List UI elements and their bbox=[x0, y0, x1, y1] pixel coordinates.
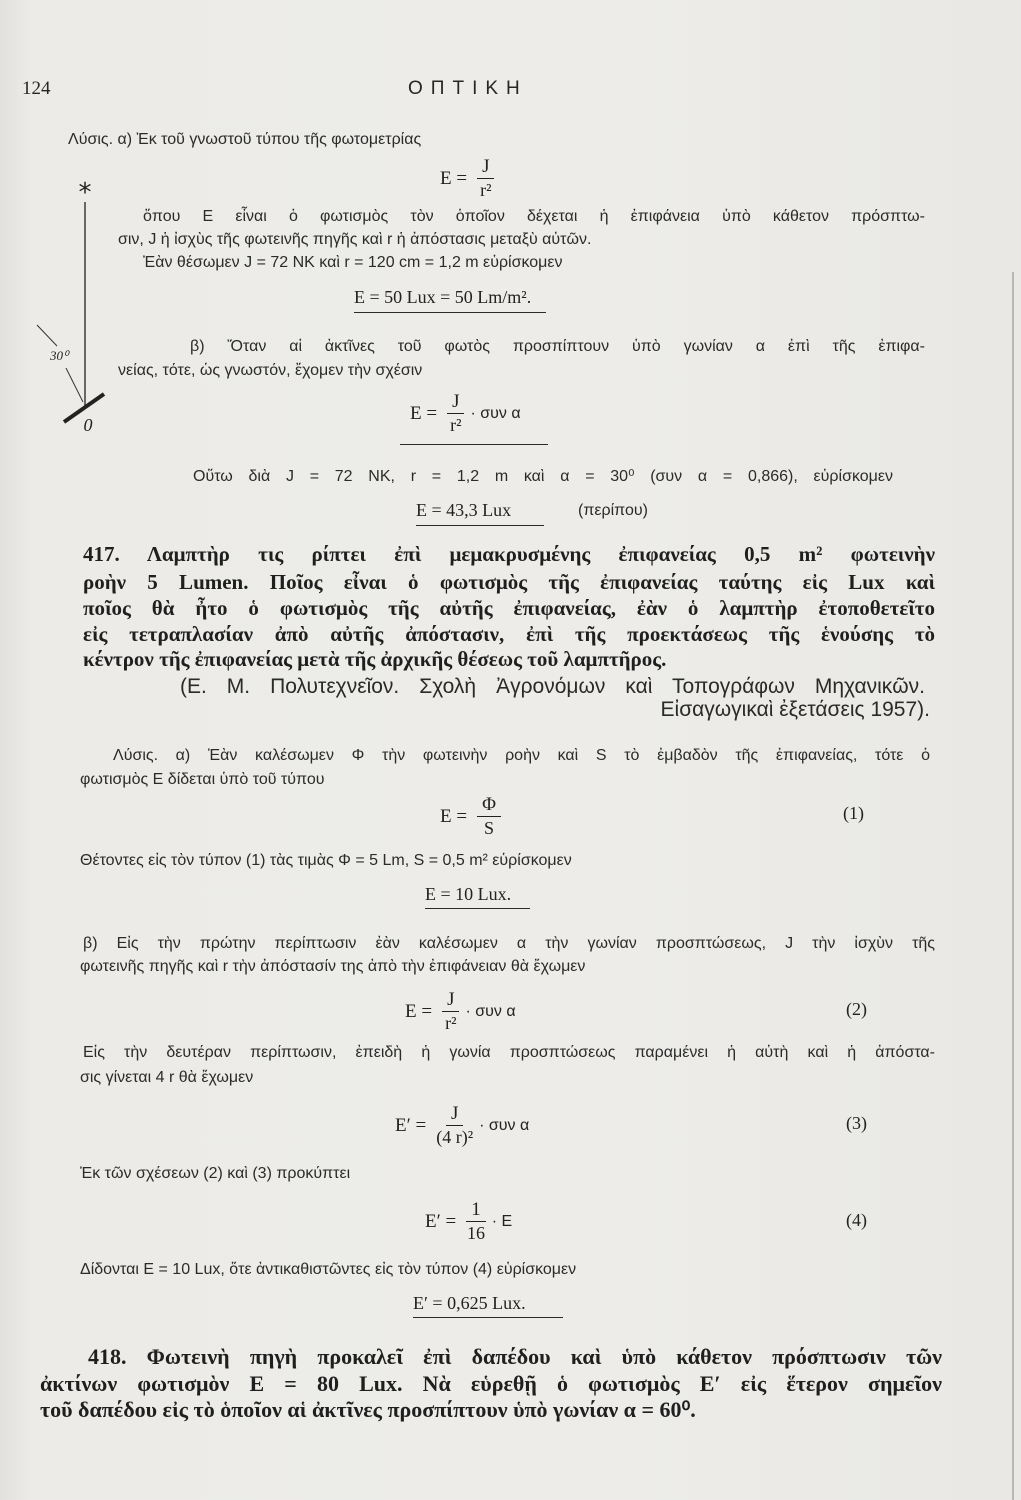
fraction bbox=[447, 392, 464, 435]
result-b: E = 43,3 Lux bbox=[416, 500, 512, 520]
fraction bbox=[466, 1200, 486, 1243]
result-underline bbox=[413, 1317, 563, 1318]
equation-tag: (2) bbox=[846, 999, 867, 1019]
incident-ray-lower bbox=[66, 368, 83, 402]
formula-lhs: E = bbox=[440, 167, 468, 189]
problem-417-line-1: 417. Λαμπτὴρ τις ρίπτει ἐπὶ μεμακρυσμένης ἐπιφανείας 0,5 m² φωτεινὴν bbox=[83, 542, 935, 566]
result-a: E = 10 Lux. bbox=[425, 884, 512, 904]
equation-tag: (1) bbox=[843, 803, 864, 823]
light-source-mark: * bbox=[78, 178, 92, 208]
second-case-line-2: σις γίνεται 4 r θὰ ἔχωμεν bbox=[80, 1069, 254, 1086]
page-edge-line bbox=[1012, 272, 1014, 1500]
fraction-denominator: 16 bbox=[466, 1223, 485, 1243]
formula-cosine-factor: · συν α bbox=[465, 1002, 516, 1020]
result-b: E′ = 0,625 Lux. bbox=[413, 1293, 526, 1313]
fraction bbox=[477, 795, 501, 838]
formula-lhs: E′ = bbox=[395, 1114, 427, 1136]
fraction-numerator: J bbox=[442, 990, 459, 1012]
result-b-note: (περίπου) bbox=[578, 502, 648, 519]
fraction bbox=[436, 1104, 473, 1147]
page-number: 124 bbox=[22, 78, 51, 99]
fraction-numerator: J bbox=[447, 392, 464, 414]
formula-cosine-factor: · συν α bbox=[479, 1116, 530, 1134]
formula-4 bbox=[425, 1200, 512, 1243]
fraction bbox=[442, 990, 459, 1033]
solution-a-line-2: σιν, J ἡ ἰσχὺς τῆς φωτεινῆς πηγῆς καὶ r ἡ ἀπόστασις μεταξὺ αὐτῶν. bbox=[118, 231, 592, 248]
formula-lhs: E = bbox=[405, 1000, 433, 1022]
equation-tag: (4) bbox=[846, 1210, 867, 1230]
problem-418-line-3: τοῦ δαπέδου εἰς τὸ ὁποῖον αἱ ἀκτῖνες προσπίπτουν ὑπὸ γωνίαν α = 60⁰. bbox=[40, 1397, 696, 1422]
problem-417-line-2: ροὴν 5 Lumen. Ποῖος εἶναι ὁ φωτισμὸς τῆς ἐπιφανείας ταύτης εἰς Lux καὶ bbox=[83, 570, 935, 594]
fraction-numerator: J bbox=[477, 157, 494, 179]
solution-417-b-line-1: β) Εἰς τὴν πρώτην περίπτωσιν ἐὰν καλέσωμεν α τὴν γωνίαν προσπτώσεως, J τὴν ἰσχὺν τῆς bbox=[83, 935, 935, 952]
angle-label: 30⁰ bbox=[50, 348, 69, 363]
solution-intro: Λύσις. α) Ἐκ τοῦ γνωστοῦ τύπου τῆς φωτομετρίας bbox=[68, 131, 422, 148]
derive-line: Ἐκ τῶν σχέσεων (2) καὶ (3) προκύπτει bbox=[80, 1165, 351, 1182]
problem-417-line-4: εἰς τετραπλασίαν ἀπὸ αὐτῆς ἀπόστασιν, ἐπὶ τῆς προεκτάσεως τῆς ἑνούσης τὸ bbox=[83, 622, 935, 646]
problem-417-line-3: ποῖος θὰ ἦτο ὁ φωτισμὸς τῆς αὐτῆς ἐπιφανείας, ἐὰν ὁ λαμπτὴρ ἐτοποθετεῖτο bbox=[83, 596, 935, 620]
solution-417-a-line-2: φωτισμὸς E δίδεται ὑπὸ τοῦ τύπου bbox=[80, 771, 325, 788]
problem-source-line-2: Εἰσαγωγικαὶ ἐξετάσεις 1957). bbox=[660, 698, 930, 721]
formula-lhs: E′ = bbox=[425, 1210, 457, 1232]
problem-417-line-5: κέντρον τῆς ἐπιφανείας μετὰ τῆς ἀρχικῆς θέσεως τοῦ λαμπτῆρος. bbox=[83, 647, 667, 671]
problem-418-line-2: ἀκτίνων φωτισμὸν E = 80 Lux. Νὰ εὑρεθῇ ὁ φωτισμὸς E′ εἰς ἕτερον σημεῖον bbox=[40, 1371, 942, 1396]
formula-lhs: E = bbox=[440, 805, 468, 827]
solution-417-b-line-2: φωτεινῆς πηγῆς καὶ r τὴν ἀπόστασίν της ἀπὸ τὴν ἐπιφάνειαν θὰ ἔχωμεν bbox=[80, 958, 586, 975]
incident-ray-upper bbox=[37, 325, 57, 346]
formula-cosine-factor: · συν α bbox=[470, 404, 521, 422]
running-title: ΟΠΤΙΚΗ bbox=[408, 78, 528, 99]
problem-source-line-1: (Ε. Μ. Πολυτεχνεῖον. Σχολὴ Ἀγρονόμων καὶ Τοπογράφων Μηχανικῶν. bbox=[180, 675, 925, 698]
solution-a-line-3: Ἐὰν θέσωμεν J = 72 NK καὶ r = 120 cm = 1,2 m εὑρίσκομεν bbox=[143, 254, 563, 271]
fraction-denominator: (4 r)² bbox=[436, 1127, 474, 1147]
given-line: Δίδονται E = 10 Lux, ὅτε ἀντικαθιστῶντες εἰς τὸν τύπον (4) εὑρίσκομεν bbox=[80, 1261, 577, 1278]
formula-lhs: E = bbox=[410, 402, 438, 424]
formula-underline bbox=[400, 444, 548, 445]
problem-418-line-1: 418. Φωτεινὴ πηγὴ προκαλεῖ ἐπὶ δαπέδου καὶ ὑπὸ κάθετον πρόσπτωσιν τῶν bbox=[88, 1344, 942, 1369]
fraction-numerator: J bbox=[446, 1104, 463, 1126]
formula-1 bbox=[440, 795, 507, 838]
fraction-denominator: r² bbox=[480, 180, 492, 200]
result-underline bbox=[425, 908, 530, 909]
point-label: 0 bbox=[83, 415, 93, 435]
solution-b-line-2: νείας, τότε, ὡς γνωστόν, ἔχομεν τὴν σχέσιν bbox=[118, 362, 423, 379]
substitution-line: Θέτοντες εἰς τὸν τύπον (1) τὰς τιμὰς Φ = 5 Lm, S = 0,5 m² εὑρίσκομεν bbox=[80, 852, 572, 869]
result-underline bbox=[416, 525, 544, 526]
result-a: E = 50 Lux = 50 Lm/m². bbox=[354, 287, 532, 307]
values-line: Οὕτω διὰ J = 72 NK, r = 1,2 m καὶ α = 30⁰ (συν α = 0,866), εὑρίσκομεν bbox=[193, 468, 893, 485]
formula-oblique-incidence bbox=[410, 392, 521, 435]
fraction-denominator: r² bbox=[445, 1013, 457, 1033]
fraction-denominator: r² bbox=[450, 415, 462, 435]
solution-b-line-1: β) Ὅταν αἱ ἀκτῖνες τοῦ φωτὸς προσπίπτουν ὑπὸ γωνίαν α ἐπὶ τῆς ἐπιφα- bbox=[190, 338, 925, 355]
fraction-numerator: 1 bbox=[466, 1200, 486, 1222]
solution-a-line-1: ὅπου E εἶναι ὁ φωτισμὸς τὸν ὁποῖον δέχεται ἡ ἐπιφάνεια ὑπὸ κάθετον πρόσπτω- bbox=[143, 208, 925, 225]
formula-photometry bbox=[440, 157, 500, 200]
formula-3 bbox=[395, 1104, 529, 1147]
formula-2 bbox=[405, 990, 516, 1033]
solution-417-a-line-1: Λύσις. α) Ἐὰν καλέσωμεν Φ τὴν φωτεινὴν ροὴν καὶ S τὸ ἐμβαδὸν τῆς ἐπιφανείας, τότε ὁ bbox=[113, 747, 930, 764]
fraction-denominator: S bbox=[484, 818, 495, 838]
formula-factor: · E bbox=[491, 1212, 513, 1230]
fraction bbox=[477, 157, 494, 200]
result-underline bbox=[354, 312, 546, 313]
fraction-numerator: Φ bbox=[477, 795, 501, 817]
second-case-line-1: Εἰς τὴν δευτέραν περίπτωσιν, ἐπειδὴ ἡ γωνία προσπτώσεως παραμένει ἡ αὐτὴ καὶ ἡ ἀπόστα- bbox=[83, 1044, 935, 1061]
equation-tag: (3) bbox=[846, 1113, 867, 1133]
